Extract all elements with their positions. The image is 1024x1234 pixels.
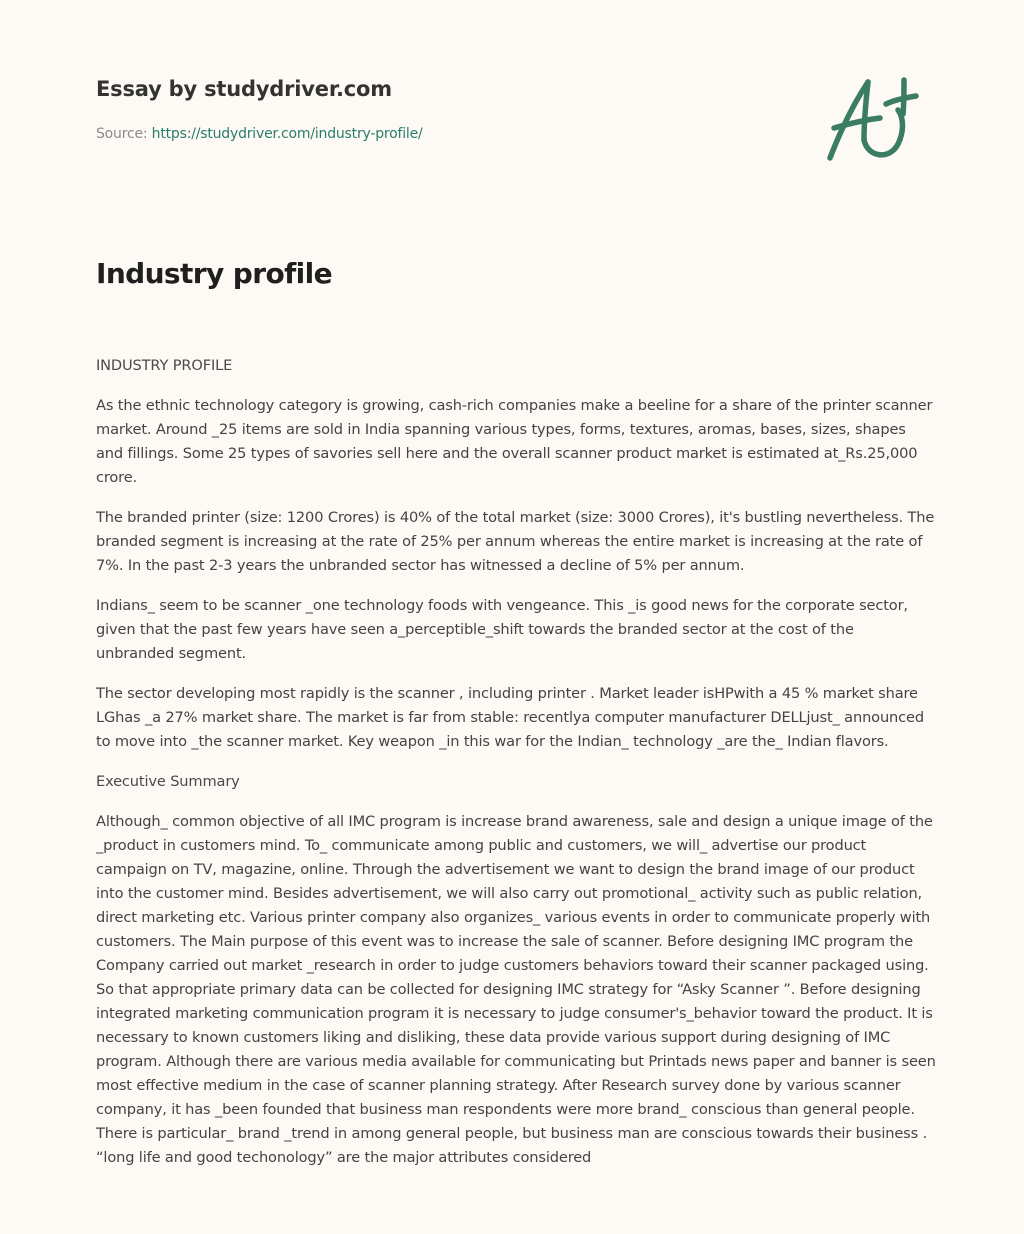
paragraph: Indians_ seem to be scanner _one technology foods with vengeance. This _is good news for the corporate sector, given that the past few years have seen a_perceptible_shift towards the branded sector at the cost of the unbranded segment. <box>96 597 908 662</box>
article-body <box>96 354 936 1186</box>
source-label: Source: <box>96 126 152 142</box>
paragraph: As the ethnic technology category is growing, cash-rich companies make a beeline for a share of the printer scanner market. Around _25 items are sold in India spanning various types, forms, textures, aromas, bases, sizes, shapes and fillings. Some 25 types of savories sell here and the overall scanner product market is estimated at_Rs.25,000 crore. <box>96 397 933 486</box>
section-heading-executive-summary: Executive Summary <box>96 773 240 790</box>
source-line <box>96 124 796 144</box>
paragraph: The sector developing most rapidly is the scanner , including printer . Market leader isHPwith a 45 % market share LGhas _a 27% market share. The market is far from stable: recentlya computer manufacturer DELLjust_ announced to move into _the scanner market. Key weapon _in this war for the Indian_ technology _are the_ Indian flavors. <box>96 685 924 750</box>
paragraph: The branded printer (size: 1200 Crores) is 40% of the total market (size: 3000 Crores), it's bustling nevertheless. The branded segment is increasing at the rate of 25% per annum whereas the entire market is increasing at the rate of 7%. In the past 2-3 years the unbranded sector has witnessed a decline of 5% per annum. <box>96 509 935 574</box>
source-link[interactable]: https://studydriver.com/industry-profile/ <box>151 126 423 142</box>
section-heading-industry-profile: INDUSTRY PROFILE <box>96 357 233 374</box>
essay-header <box>96 74 796 144</box>
paragraph: Although_ common objective of all IMC program is increase brand awareness, sale and design a unique image of the _product in customers mind. To_ communicate among public and customers, we will_ advertise our product campaign on TV, magazine, online. Through the advertisement we want to design the brand image of our product into the customer mind. Besides advertisement, we will also carry out promotional_ activity such as public relation, direct marketing etc. Various printer company also organizes_ various events in order to communicate properly with customers. The Main purpose of this event was to increase the sale of scanner. Before designing IMC program the Company carried out market _research in order to judge customers behaviors toward their scanner packaged using. So that appropriate primary data can be collected for designing IMC strategy for “Asky Scanner ”. Before designing integrated marketing communication program it is necessary to judge consumer's_behavior toward the product. It is necessary to known customers liking and disliking, these data provide various support during designing of IMC program. Although there are various media available for communicating but Printads news paper and banner is seen most effective medium in the case of scanner planning strategy. After Research survey done by various scanner company, it has _been founded that business man respondents were more brand_ conscious than general people. There is particular_ brand _trend in among general people, but business man are conscious towards their business . “long life and good techonology” are the major attributes considered <box>96 813 936 1166</box>
a-plus-grade-icon <box>818 66 930 166</box>
page-title: Industry profile <box>96 257 333 290</box>
site-title: Essay by studydriver.com <box>96 77 392 101</box>
